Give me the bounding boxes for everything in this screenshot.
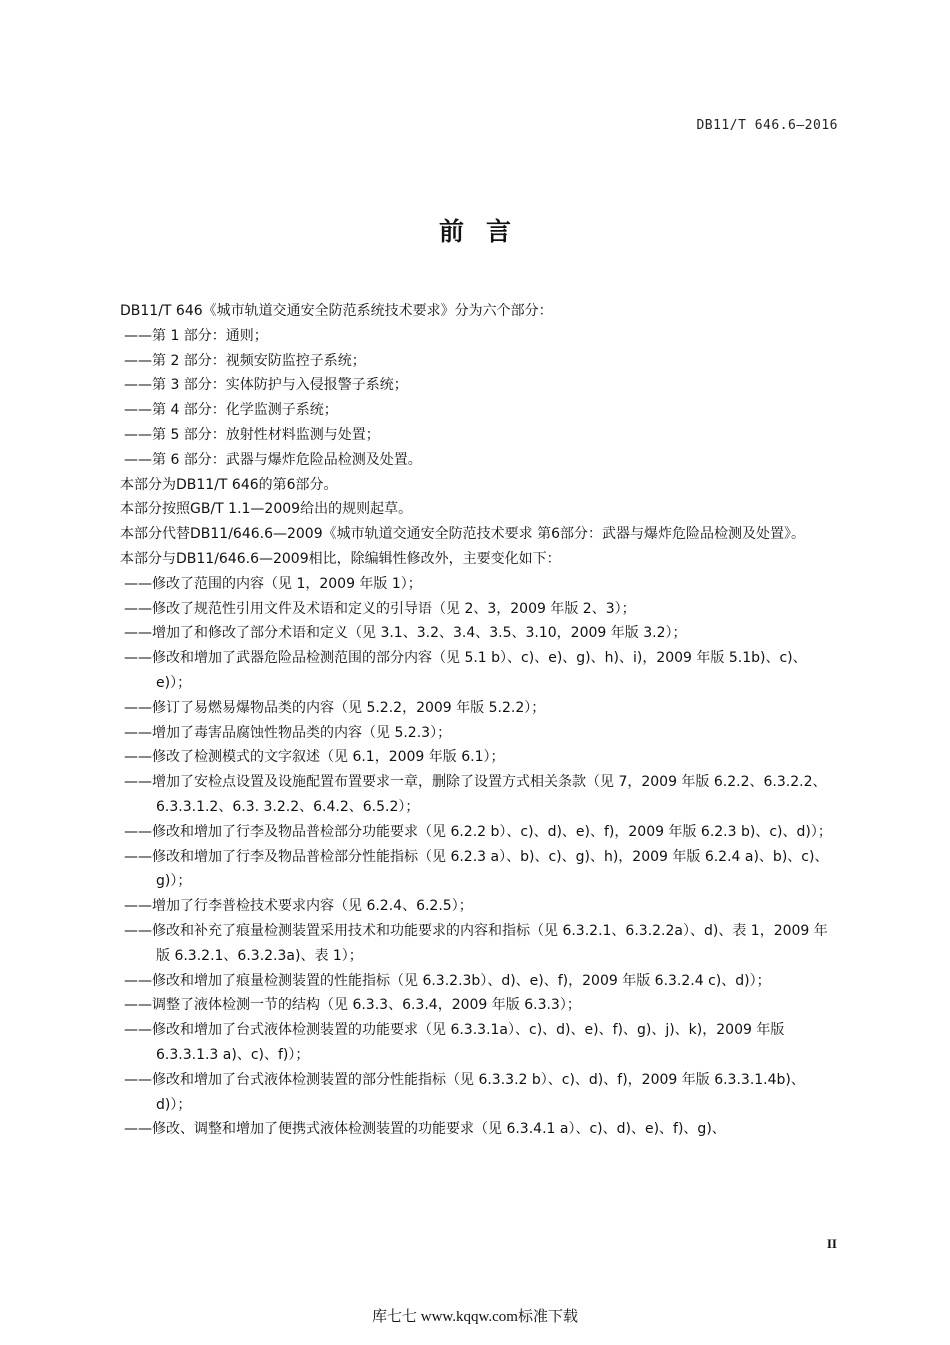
list-item: ——修改了规范性引用文件及术语和定义的引导语（见 2、3，2009 年版 2、3）；: [124, 600, 636, 617]
list-item: ——第 6 部分：武器与爆炸危险品检测及处置。: [124, 451, 422, 468]
footer-watermark: 库七七 www.kqqw.com标准下载: [372, 1309, 578, 1325]
list-item: ——第 2 部分：视频安防监控子系统；: [124, 352, 366, 369]
paragraph: 本部分按照GB/T 1.1—2009给出的规则起草。: [120, 501, 413, 518]
list-item: ——第 1 部分：通则；: [124, 327, 268, 344]
page-title: 前言: [438, 217, 533, 246]
list-item: ——修改和增加了台式液体检测装置的功能要求（见 6.3.3.1a）、c)、d)、e)、f)、g)、j)、k)，2009 年版 6.3.3.1.3 a)、c)、f)）；: [124, 1022, 785, 1063]
list-item: ——增加了和修改了部分术语和定义（见 3.1、3.2、3.4、3.5、3.10，2009 年版 3.2）；: [124, 625, 687, 642]
list-item: ——第 3 部分：实体防护与入侵报警子系统；: [124, 377, 408, 394]
list-item: ——修改和增加了台式液体检测装置的部分性能指标（见 6.3.3.2 b）、c)、d)、f)，2009 年版 6.3.3.1.4b)、d)）；: [124, 1071, 805, 1113]
page-number: II: [826, 1236, 837, 1251]
list-item: ——修改和增加了痕量检测装置的性能指标（见 6.3.2.3b）、d)、e)、f)，2009 年版 6.3.2.4 c)、d)）；: [124, 972, 771, 989]
list-item: ——增加了安检点设置及设施配置布置要求一章，删除了设置方式相关条款（见 7，2009 年版 6.2.2、6.3.2.2、6.3.3.1.2、6.3. 3.2.2、6.4.2、6.5.2）；: [124, 774, 827, 815]
list-item: ——修改了范围的内容（见 1，2009 年版 1）；: [124, 575, 422, 592]
body-text: [92, 299, 840, 1142]
list-item: ——修改和增加了行李及物品普检部分性能指标（见 6.2.3 a）、b)、c)、g)、h)，2009 年版 6.2.4 a)、b)、c)、g)）；: [124, 848, 829, 890]
paragraph: 本部分与DB11/646.6—2009相比，除编辑性修改外，主要变化如下：: [120, 550, 561, 567]
paragraph: 本部分代替DB11/646.6—2009《城市轨道交通安全防范技术要求 第6部分：武器与爆炸危险品检测及处置》。: [120, 526, 805, 543]
paragraph: 本部分为DB11/T 646的第6部分。: [120, 476, 338, 493]
list-item: ——修改、调整和增加了便携式液体检测装置的功能要求（见 6.3.4.1 a）、c)、d)、e)、f)、g)、: [124, 1121, 726, 1138]
list-item: ——修订了易燃易爆物品类的内容（见 5.2.2，2009 年版 5.2.2）；: [124, 699, 546, 716]
list-item: ——修改和补充了痕量检测装置采用技术和功能要求的内容和指标（见 6.3.2.1、6.3.2.2a）、d)、表 1，2009 年版 6.3.2.1、6.3.2.3a)、表 1）；: [124, 922, 828, 964]
document-code: DB11/T 646.6—2016: [696, 118, 838, 133]
paragraph: DB11/T 646《城市轨道交通安全防范系统技术要求》分为六个部分：: [120, 303, 553, 319]
list-item: ——第 4 部分：化学监测子系统；: [124, 402, 338, 419]
list-item: ——修改了检测模式的文字叙述（见 6.1，2009 年版 6.1）；: [124, 749, 505, 766]
list-item: ——增加了行李普检技术要求内容（见 6.2.4、6.2.5）；: [124, 898, 473, 915]
list-item: ——增加了毒害品腐蚀性物品类的内容（见 5.2.3）；: [124, 724, 452, 741]
list-item: ——第 5 部分：放射性材料监测与处置；: [124, 426, 380, 443]
list-item: ——修改和增加了行李及物品普检部分功能要求（见 6.2.2 b）、c)、d)、e)、f)，2009 年版 6.2.3 b)、c)、d)）；: [124, 823, 832, 840]
list-item: ——调整了液体检测一节的结构（见 6.3.3、6.3.4，2009 年版 6.3.3）；: [124, 997, 581, 1014]
list-item: ——修改和增加了武器危险品检测范围的部分内容（见 5.1 b）、c)、e)、g)、h)、i)，2009 年版 5.1b)、c)、e)）；: [124, 650, 807, 691]
